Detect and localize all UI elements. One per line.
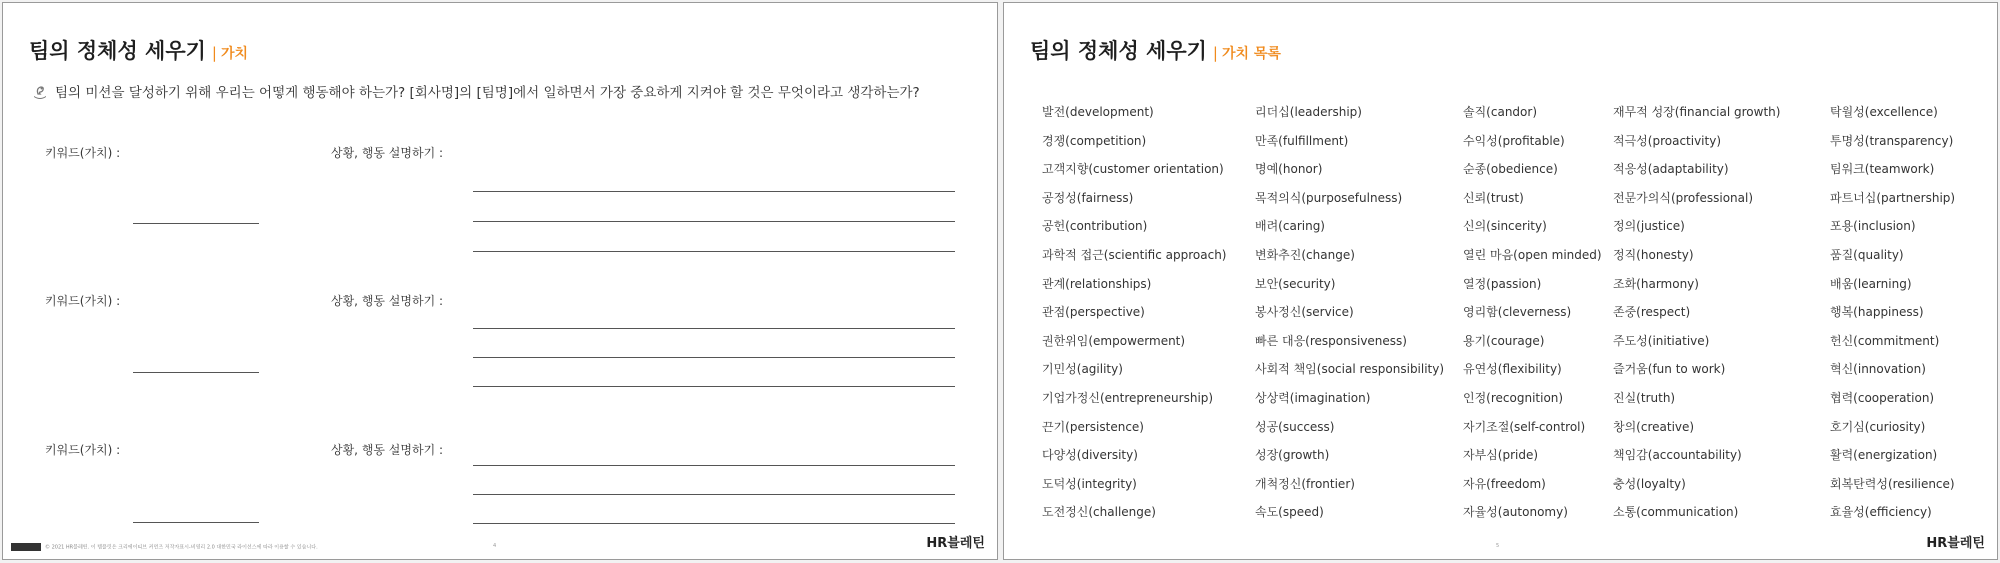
description-line-2a[interactable] [473, 328, 955, 329]
value-item: 도전정신(challenge) [1042, 505, 1156, 520]
description-line-2b[interactable] [473, 357, 955, 358]
value-item: 탁월성(excellence) [1830, 105, 1938, 119]
keyword-label-2: 키워드(가치) : [45, 294, 121, 308]
description-line-3c[interactable] [473, 523, 955, 524]
value-item: 리더십(leadership) [1255, 105, 1362, 119]
value-item: 관계(relationships) [1042, 276, 1152, 291]
slide-title [1030, 35, 1281, 65]
value-item: 신뢰(trust) [1463, 190, 1524, 205]
value-item: 투명성(transparency) [1830, 133, 1954, 148]
keyword-input-3[interactable] [133, 522, 259, 523]
value-item: 행복(happiness) [1830, 305, 1924, 320]
license-footer [11, 543, 318, 551]
value-item: 고객지향(customer orientation) [1042, 162, 1224, 177]
value-item: 존중(respect) [1613, 305, 1691, 320]
value-item: 포용(inclusion) [1830, 219, 1916, 234]
value-item: 소통(communication) [1613, 505, 1739, 520]
keyword-label-3: 키워드(가치) : [45, 443, 121, 457]
value-item: 경쟁(competition) [1042, 133, 1147, 148]
value-item: 끈기(persistence) [1042, 419, 1144, 434]
value-item: 호기심(curiosity) [1830, 419, 1926, 434]
value-item: 혁신(innovation) [1830, 362, 1926, 377]
value-item: 용기(courage) [1463, 333, 1545, 348]
slide-values-list [1003, 2, 1998, 560]
value-item: 열정(passion) [1463, 276, 1542, 291]
value-item: 배움(learning) [1830, 276, 1912, 291]
description-label-3: 상황, 행동 설명하기 : [331, 443, 444, 457]
value-item: 열린 마음(open minded) [1463, 248, 1602, 262]
value-item: 유연성(flexibility) [1463, 362, 1562, 377]
value-item: 진실(truth) [1613, 391, 1676, 405]
description-line-3a[interactable] [473, 465, 955, 466]
value-item: 신의(sincerity) [1463, 219, 1547, 234]
value-item: 정의(justice) [1613, 219, 1685, 234]
question-text: 팀의 미션을 달성하기 위해 우리는 어떻게 행동해야 하는가? [회사명]의 [팀명]에서 일하면서 가장 중요하게 지켜야 할 것은 무엇이라고 생각하는가? [55, 85, 920, 101]
value-item: 보안(security) [1255, 276, 1336, 291]
value-item: 성장(growth) [1255, 448, 1330, 463]
value-item: 관점(perspective) [1042, 305, 1145, 320]
value-item: 즐거움(fun to work) [1613, 362, 1726, 377]
slide-title [29, 35, 248, 65]
value-item: 협력(cooperation) [1830, 391, 1935, 405]
value-item: 충성(loyalty) [1613, 476, 1686, 491]
description-line-3b[interactable] [473, 494, 955, 495]
cc-license-icon [11, 543, 41, 551]
description-line-1c[interactable] [473, 251, 955, 252]
value-item: 다양성(diversity) [1042, 448, 1138, 463]
value-item: 수익성(profitable) [1463, 133, 1565, 148]
value-item: 목적의식(purposefulness) [1255, 190, 1403, 205]
description-line-1b[interactable] [473, 221, 955, 222]
title-separator: | [211, 44, 217, 62]
value-item: 성공(success) [1255, 419, 1335, 434]
keyword-input-1[interactable] [133, 223, 259, 224]
question-bullet-icon [31, 84, 49, 100]
value-item: 창의(creative) [1613, 419, 1695, 434]
slide-values-worksheet [2, 2, 998, 560]
value-item: 인정(recognition) [1463, 391, 1564, 405]
page-number: 5 [1496, 543, 1500, 549]
value-item: 주도성(initiative) [1613, 333, 1710, 348]
title-subtitle: 가치 [220, 46, 249, 62]
value-item: 기업가정신(entrepreneurship) [1042, 391, 1214, 405]
value-item: 권한위임(empowerment) [1042, 333, 1186, 348]
value-item: 효율성(efficiency) [1830, 505, 1932, 520]
value-item: 정직(honesty) [1613, 248, 1694, 262]
value-item: 헌신(commitment) [1830, 333, 1940, 348]
value-item: 조화(harmony) [1613, 276, 1699, 291]
value-item: 자부심(pride) [1463, 448, 1539, 463]
value-item: 과학적 접근(scientific approach) [1042, 248, 1227, 262]
value-item: 속도(speed) [1255, 505, 1324, 520]
value-item: 명예(honor) [1255, 162, 1323, 177]
value-item: 회복탄력성(resilience) [1830, 476, 1955, 491]
value-item: 공정성(fairness) [1042, 190, 1134, 205]
value-item: 활력(energization) [1830, 448, 1938, 463]
value-item: 영리함(cleverness) [1463, 305, 1572, 320]
description-label-1: 상황, 행동 설명하기 : [331, 146, 444, 160]
title-subtitle: 가치 목록 [1221, 46, 1281, 62]
value-item: 적응성(adaptability) [1613, 162, 1729, 177]
title-text: 팀의 정체성 세우기 [1030, 39, 1207, 63]
value-item: 변화추진(change) [1255, 248, 1355, 262]
value-item: 만족(fulfillment) [1255, 133, 1349, 148]
license-text: © 2021 HR블레틴. 이 템플릿은 크리에이티브 커먼즈 저작자표시-비영리 2.0 대한민국 라이선스에 따라 이용할 수 있습니다. [45, 544, 318, 551]
value-item: 전문가의식(professional) [1613, 190, 1754, 205]
keyword-input-2[interactable] [133, 372, 259, 373]
description-line-1a[interactable] [473, 191, 955, 192]
value-item: 배려(caring) [1255, 219, 1325, 234]
keyword-label-1: 키워드(가치) : [45, 146, 121, 160]
page-number: 4 [493, 543, 497, 549]
value-item: 공헌(contribution) [1042, 219, 1148, 234]
value-item: 기민성(agility) [1042, 362, 1123, 377]
value-item: 팀워크(teamwork) [1830, 162, 1935, 177]
value-item: 자유(freedom) [1463, 476, 1546, 491]
description-line-2c[interactable] [473, 386, 955, 387]
value-item: 품질(quality) [1830, 248, 1904, 262]
value-item: 개척정신(frontier) [1255, 476, 1355, 491]
value-item: 자율성(autonomy) [1463, 505, 1568, 520]
description-label-2: 상황, 행동 설명하기 : [331, 294, 444, 308]
value-item: 솔직(candor) [1463, 105, 1537, 119]
guide-question [31, 81, 920, 101]
title-separator: | [1212, 44, 1218, 62]
title-text: 팀의 정체성 세우기 [29, 39, 206, 63]
value-item: 발전(development) [1042, 105, 1154, 119]
value-item: 상상력(imagination) [1255, 391, 1371, 405]
value-item: 책임감(accountability) [1613, 448, 1742, 463]
value-item: 순종(obedience) [1463, 162, 1558, 177]
value-item: 빠른 대응(responsiveness) [1255, 333, 1407, 348]
value-item: 도덕성(integrity) [1042, 476, 1137, 491]
value-item: 파트너십(partnership) [1830, 190, 1956, 205]
value-item: 자기조절(self-control) [1463, 419, 1586, 434]
value-item: 재무적 성장(financial growth) [1613, 105, 1781, 119]
value-item: 봉사정신(service) [1255, 305, 1354, 320]
brand-logo: HR블레틴 [926, 536, 985, 551]
brand-logo: HR블레틴 [1926, 536, 1985, 551]
value-item: 사회적 책임(social responsibility) [1255, 362, 1445, 377]
value-item: 적극성(proactivity) [1613, 133, 1722, 148]
